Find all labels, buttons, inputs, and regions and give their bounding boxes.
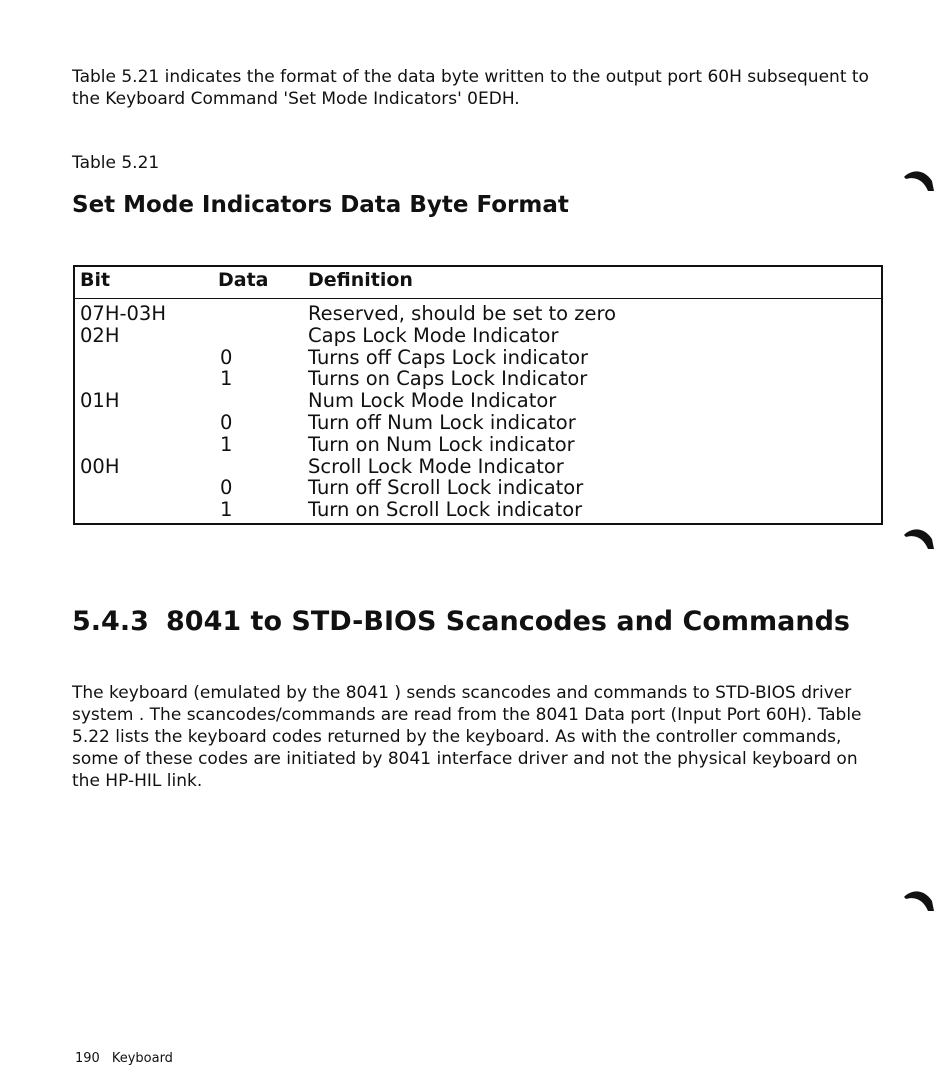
- header-bit: Bit: [80, 269, 111, 291]
- cell-data: 1: [220, 432, 233, 456]
- section-number: 5.4.3: [72, 606, 149, 637]
- table-row: [75, 412, 881, 434]
- chapter-name: Keyboard: [111, 1051, 173, 1066]
- header-data: Data: [218, 269, 269, 291]
- binding-mark-icon: [902, 167, 936, 195]
- section-heading: [72, 606, 850, 637]
- cell-definition: Num Lock Mode Indicator: [308, 389, 557, 413]
- header-definition: Definition: [308, 269, 413, 291]
- table-row: [75, 499, 881, 521]
- cell-definition: Turns on Caps Lock Indicator: [308, 367, 588, 391]
- table-body: [75, 299, 881, 521]
- table-row: [75, 368, 881, 390]
- cell-definition: Turns off Caps Lock indicator: [308, 345, 589, 369]
- table-row: [75, 325, 881, 347]
- cell-definition: Turn on Num Lock indicator: [308, 432, 575, 456]
- table-row: [75, 434, 881, 456]
- page-number: 190: [75, 1051, 100, 1066]
- cell-data: 0: [220, 345, 233, 369]
- cell-bit: 00H: [80, 454, 120, 478]
- table-row: [75, 347, 881, 369]
- table-title: Set Mode Indicators Data Byte Format: [72, 192, 569, 218]
- indicator-format-table: [73, 265, 883, 525]
- cell-definition: Turn off Scroll Lock indicator: [308, 476, 584, 500]
- binding-mark-icon: [902, 887, 936, 915]
- section-title: 8041 to STD-BIOS Scancodes and Commands: [166, 606, 851, 637]
- cell-definition: Reserved, should be set to zero: [308, 302, 617, 325]
- cell-bit: 01H: [80, 389, 120, 413]
- cell-definition: Turn off Num Lock indicator: [308, 410, 576, 434]
- table-row: [75, 390, 881, 412]
- table-row: [75, 477, 881, 499]
- cell-definition: Caps Lock Mode Indicator: [308, 323, 559, 347]
- cell-definition: Scroll Lock Mode Indicator: [308, 454, 564, 478]
- cell-definition: Turn on Scroll Lock indicator: [308, 498, 583, 522]
- table-row: [75, 456, 881, 478]
- binding-mark-icon: [902, 525, 936, 553]
- table-row: [75, 303, 881, 325]
- cell-bit: 02H: [80, 323, 120, 347]
- cell-data: 0: [220, 476, 233, 500]
- table-label: Table 5.21: [72, 153, 160, 173]
- cell-bit: 07H-03H: [80, 302, 166, 325]
- cell-data: 1: [220, 367, 233, 391]
- intro-paragraph: Table 5.21 indicates the format of the data byte written to the output port 60H subsequent to the Keyboard Command 'Set Mode Indicators' 0EDH.: [72, 67, 869, 109]
- cell-data: 1: [220, 498, 233, 522]
- body-paragraph: The keyboard (emulated by the 8041 ) sends scancodes and commands to STD-BIOS driver system . The scancodes/commands are read from the 8041 Data port (Input Port 60H). Table 5.22 lists the keyboard codes returned by the keyboard. As with the controller commands, some of these codes are initiated by 8041 interface driver and not the physical keyboard on the HP-HIL link.: [72, 683, 862, 791]
- page-footer: [75, 1051, 173, 1066]
- table-header-row: [75, 267, 881, 299]
- cell-data: 0: [220, 410, 233, 434]
